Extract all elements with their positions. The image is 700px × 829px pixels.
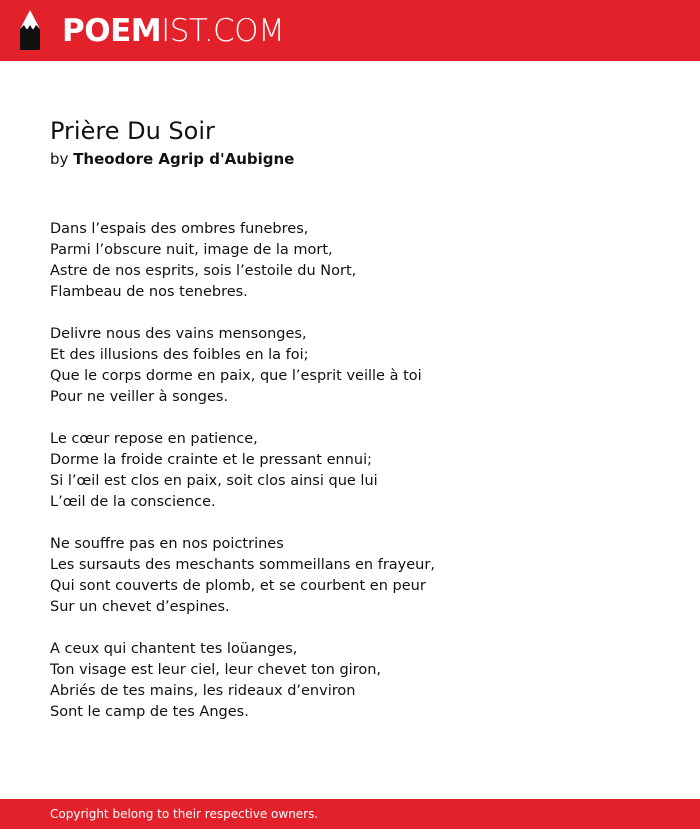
logo-text-bold: POEM <box>62 13 162 49</box>
site-footer <box>0 799 700 829</box>
stanza <box>50 324 670 408</box>
poem-line: Que le corps dorme en paix, que l’esprit veille à toi <box>50 368 422 384</box>
poem-line: Le cœur repose en patience, <box>50 431 258 447</box>
poem-line: Abriés de tes mains, les rideaux d’environ <box>50 683 356 699</box>
poem-line: Si l’œil est clos en paix, soit clos ainsi que lui <box>50 473 378 489</box>
pencil-tip-icon <box>18 9 42 51</box>
poem-title: Prière Du Soir <box>50 117 215 145</box>
poem-author: Theodore Agrip d'Aubigne <box>73 150 295 168</box>
poem-line: Ne souffre pas en nos poictrines <box>50 536 284 552</box>
by-prefix: by <box>50 150 69 168</box>
logo-text-light: IST.COM <box>161 13 285 49</box>
poem-line: Ton visage est leur ciel, leur chevet ton giron, <box>50 662 381 678</box>
poem-line: Astre de nos esprits, sois l’estoile du Nort, <box>50 263 357 279</box>
stanza <box>50 534 670 618</box>
poem-line: Qui sont couverts de plomb, et se courbent en peur <box>50 578 426 594</box>
stanza <box>50 219 670 303</box>
poem-line: Dorme la froide crainte et le pressant ennui; <box>50 452 372 468</box>
poem-line: Sont le camp de tes Anges. <box>50 704 249 720</box>
poem-body <box>50 219 670 744</box>
poem-line: A ceux qui chantent tes loüanges, <box>50 641 298 657</box>
poem-line: Dans l’espais des ombres funebres, <box>50 221 309 237</box>
poem-line: Sur un chevet d’espines. <box>50 599 230 615</box>
poem-line: Et des illusions des foibles en la foi; <box>50 347 309 363</box>
site-logo[interactable] <box>62 11 284 51</box>
poem-line: Pour ne veiller à songes. <box>50 389 229 405</box>
copyright-text: Copyright belong to their respective owners. <box>50 807 319 821</box>
poem-line: Parmi l’obscure nuit, image de la mort, <box>50 242 333 258</box>
poem-line: Les sursauts des meschants sommeillans en frayeur, <box>50 557 435 573</box>
poem-byline <box>50 149 294 169</box>
stanza <box>50 639 670 723</box>
poem-line: Delivre nous des vains mensonges, <box>50 326 307 342</box>
poem-line: Flambeau de nos tenebres. <box>50 284 248 300</box>
site-header <box>0 0 700 61</box>
stanza <box>50 429 670 513</box>
poem-line: L’œil de la conscience. <box>50 494 216 510</box>
